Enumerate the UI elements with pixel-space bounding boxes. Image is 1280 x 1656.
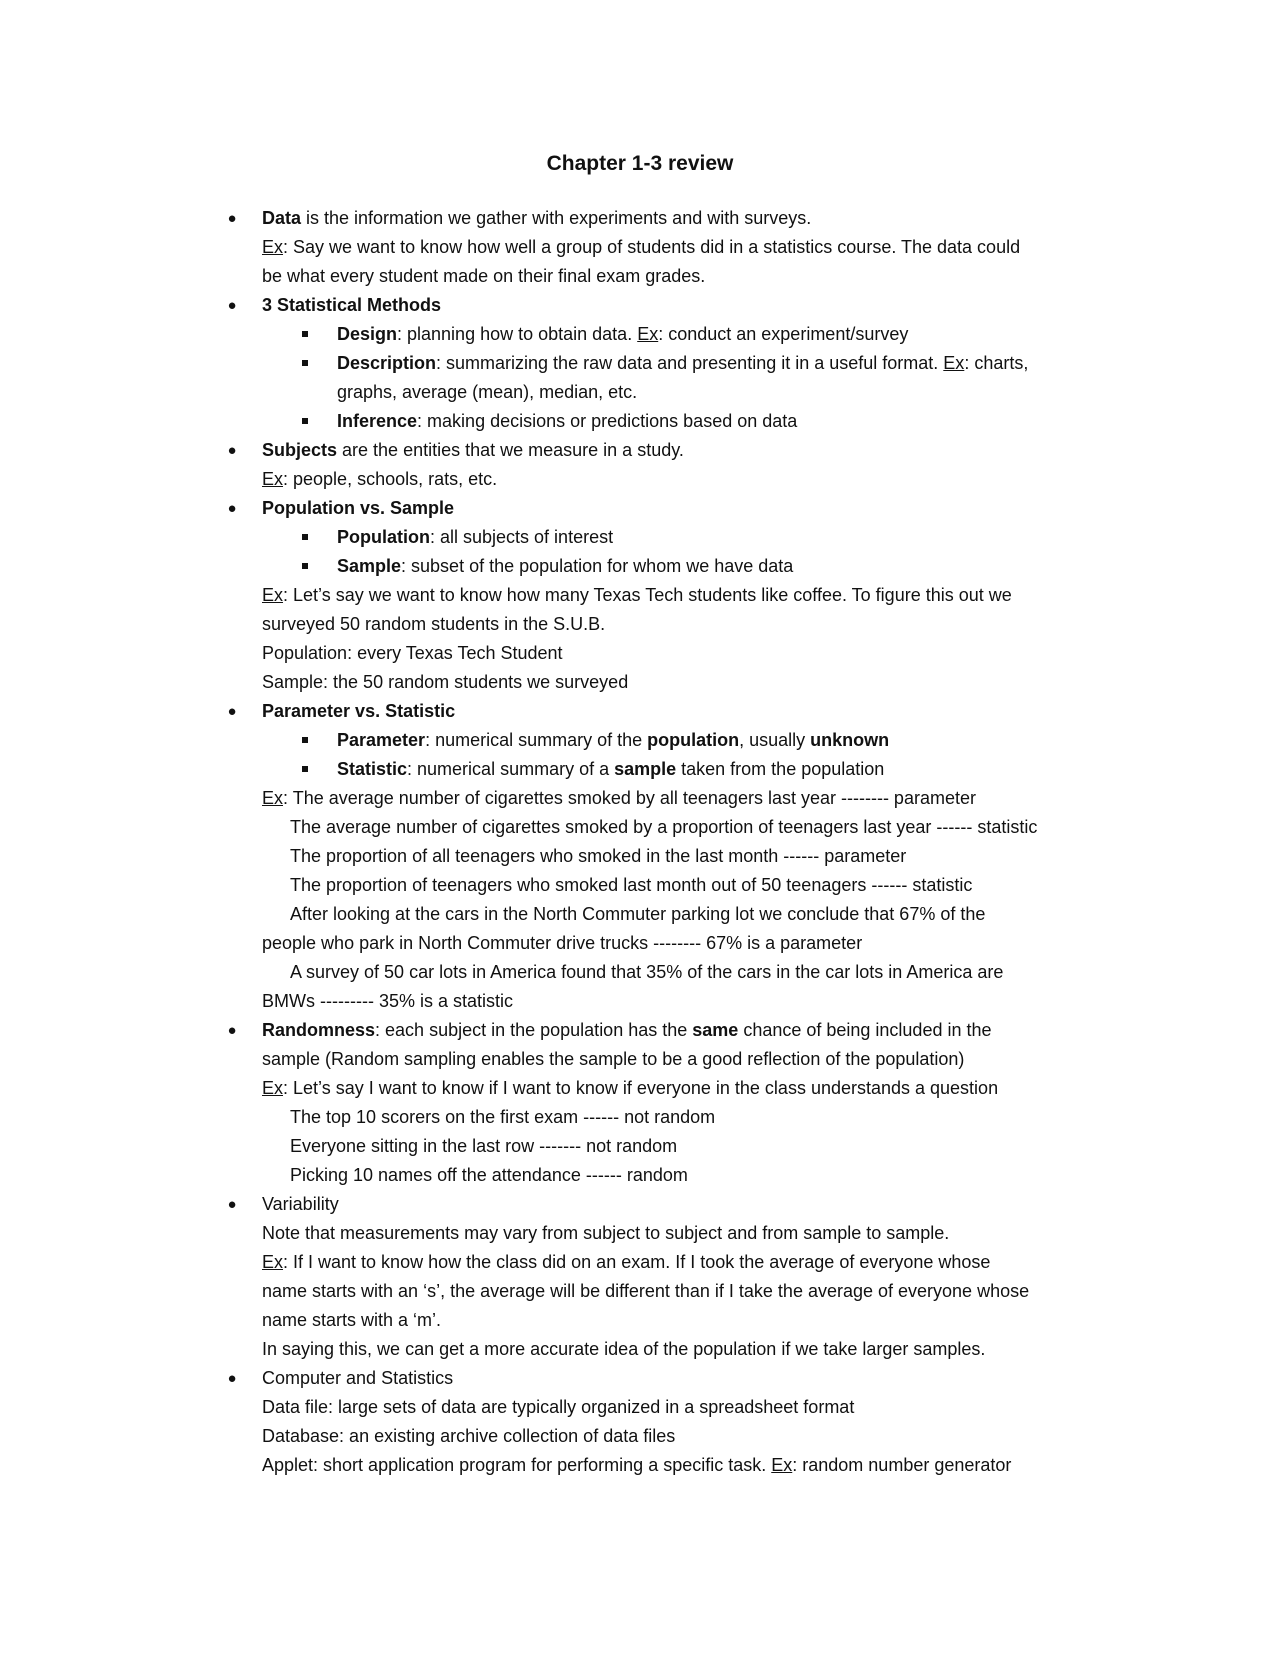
bullet-dot-icon: ● <box>227 1370 237 1387</box>
bullet-variability: ● Variability <box>262 1190 1122 1219</box>
square-bullet-icon <box>302 331 308 337</box>
data-definition: is the information we gather with experiments and with surveys. <box>301 208 812 228</box>
population-line: Population: every Texas Tech Student <box>262 643 563 663</box>
ex-label: Ex <box>262 469 284 489</box>
square-bullet-icon <box>302 534 308 540</box>
bullet-dot-icon: ● <box>227 1022 237 1039</box>
variability-line-1: Note that measurements may vary from subject to subject and from sample to sample. <box>262 1223 950 1243</box>
parameter-example-1: Ex: The average number of cigarettes smoked by all teenagers last year -------- parameter <box>262 788 976 808</box>
randomness-line-5: Everyone sitting in the last row ------- not random <box>290 1136 678 1156</box>
bullet-dot-icon: ● <box>227 297 237 314</box>
variability-line-4: name starts with a ‘m’. <box>262 1310 442 1330</box>
ex-label: Ex <box>262 788 284 808</box>
bullet-methods <box>227 291 1122 320</box>
square-bullet-icon <box>302 360 308 366</box>
square-bullet-icon <box>302 418 308 424</box>
parameter-example-2: The average number of cigarettes smoked by a proportion of teenagers last year ------ statistic <box>290 817 1038 837</box>
bullet-randomness: ● Randomness: each subject in the population has the same chance of being included in the <box>262 1016 1122 1045</box>
bullet-dot-icon: ● <box>227 210 237 227</box>
method-design: Design: planning how to obtain data. Ex: conduct an experiment/survey <box>262 320 1122 349</box>
ex-label: Ex <box>262 585 284 605</box>
ex-label: Ex <box>637 324 659 344</box>
variability-line-3: name starts with an ‘s’, the average will be different than if I take the average of everyone whose <box>262 1281 1030 1301</box>
ex-label: Ex <box>262 1252 284 1272</box>
parameter-example-4: The proportion of teenagers who smoked last month out of 50 teenagers ------ statistic <box>290 875 973 895</box>
variability-example: Ex: If I want to know how the class did on an exam. If I took the average of everyone whose <box>262 1252 991 1272</box>
statistic-item: Statistic: numerical summary of a sample taken from the population <box>262 755 1122 784</box>
bullet-computer: ● Computer and Statistics <box>262 1364 1122 1393</box>
parameter-example-5: After looking at the cars in the North Commuter parking lot we conclude that 67% of the <box>290 904 986 924</box>
population-example-1: Ex: Let’s say we want to know how many Texas Tech students like coffee. To figure this out we <box>262 585 1012 605</box>
randomness-line-2: sample (Random sampling enables the sample to be a good reflection of the population) <box>262 1049 965 1069</box>
population-example-2: surveyed 50 random students in the S.U.B. <box>262 614 606 634</box>
ex-label: Ex <box>771 1455 793 1475</box>
bullet-dot-icon: ● <box>227 442 237 459</box>
population-item: Population: all subjects of interest <box>262 523 1122 552</box>
bullet-data <box>227 204 1122 233</box>
square-bullet-icon <box>302 563 308 569</box>
ex-label: Ex <box>943 353 965 373</box>
parameter-example-7: A survey of 50 car lots in America found that 35% of the cars in the car lots in America are <box>290 962 1004 982</box>
page-title: Chapter 1-3 review <box>546 152 734 175</box>
bullet-population: ● Population vs. Sample <box>262 494 1122 523</box>
parameter-item: Parameter: numerical summary of the population, usually unknown <box>262 726 1122 755</box>
bullet-parameter: ● Parameter vs. Statistic <box>262 697 1122 726</box>
parameter-example-3: The proportion of all teenagers who smoked in the last month ------ parameter <box>290 846 907 866</box>
variability-line-5: In saying this, we can get a more accurate idea of the population if we take larger samples. <box>262 1339 986 1359</box>
ex-label: Ex <box>262 1078 284 1098</box>
data-example-line-1: Ex: Say we want to know how well a group of students did in a statistics course. The data could <box>262 237 1021 257</box>
term-data: Data <box>262 208 302 228</box>
computer-line-2: Database: an existing archive collection of data files <box>262 1426 676 1446</box>
sample-item: Sample: subset of the population for whom we have data <box>262 552 1122 581</box>
randomness-line-4: The top 10 scorers on the first exam ------ not random <box>290 1107 716 1127</box>
sample-line: Sample: the 50 random students we surveyed <box>262 672 629 692</box>
bullet-dot-icon: ● <box>227 500 237 517</box>
document-body <box>227 204 1122 1480</box>
parameter-example-6: people who park in North Commuter drive trucks -------- 67% is a parameter <box>262 933 863 953</box>
bullet-subjects: ● Subjects are the entities that we measure in a study. <box>262 436 1122 465</box>
computer-line-3: Applet: short application program for performing a specific task. Ex: random number generator <box>262 1455 1012 1475</box>
method-description-cont: graphs, average (mean), median, etc. <box>337 382 638 402</box>
method-description: Description: summarizing the raw data and presenting it in a useful format. Ex: charts, <box>262 349 1122 378</box>
subjects-example: Ex: people, schools, rats, etc. <box>262 469 498 489</box>
parameter-example-8: BMWs --------- 35% is a statistic <box>262 991 513 1011</box>
bullet-dot-icon: ● <box>227 1196 237 1213</box>
method-inference: Inference: making decisions or predictions based on data <box>262 407 1122 436</box>
computer-line-1: Data file: large sets of data are typically organized in a spreadsheet format <box>262 1397 855 1417</box>
data-example-line-2: be what every student made on their final exam grades. <box>262 266 706 286</box>
square-bullet-icon <box>302 737 308 743</box>
randomness-line-6: Picking 10 names off the attendance ------ random <box>290 1165 688 1185</box>
methods-heading: 3 Statistical Methods <box>262 295 442 315</box>
ex-label: Ex <box>262 237 284 257</box>
bullet-dot-icon: ● <box>227 703 237 720</box>
randomness-example: Ex: Let’s say I want to know if I want to know if everyone in the class understands a question <box>262 1078 999 1098</box>
square-bullet-icon <box>302 766 308 772</box>
